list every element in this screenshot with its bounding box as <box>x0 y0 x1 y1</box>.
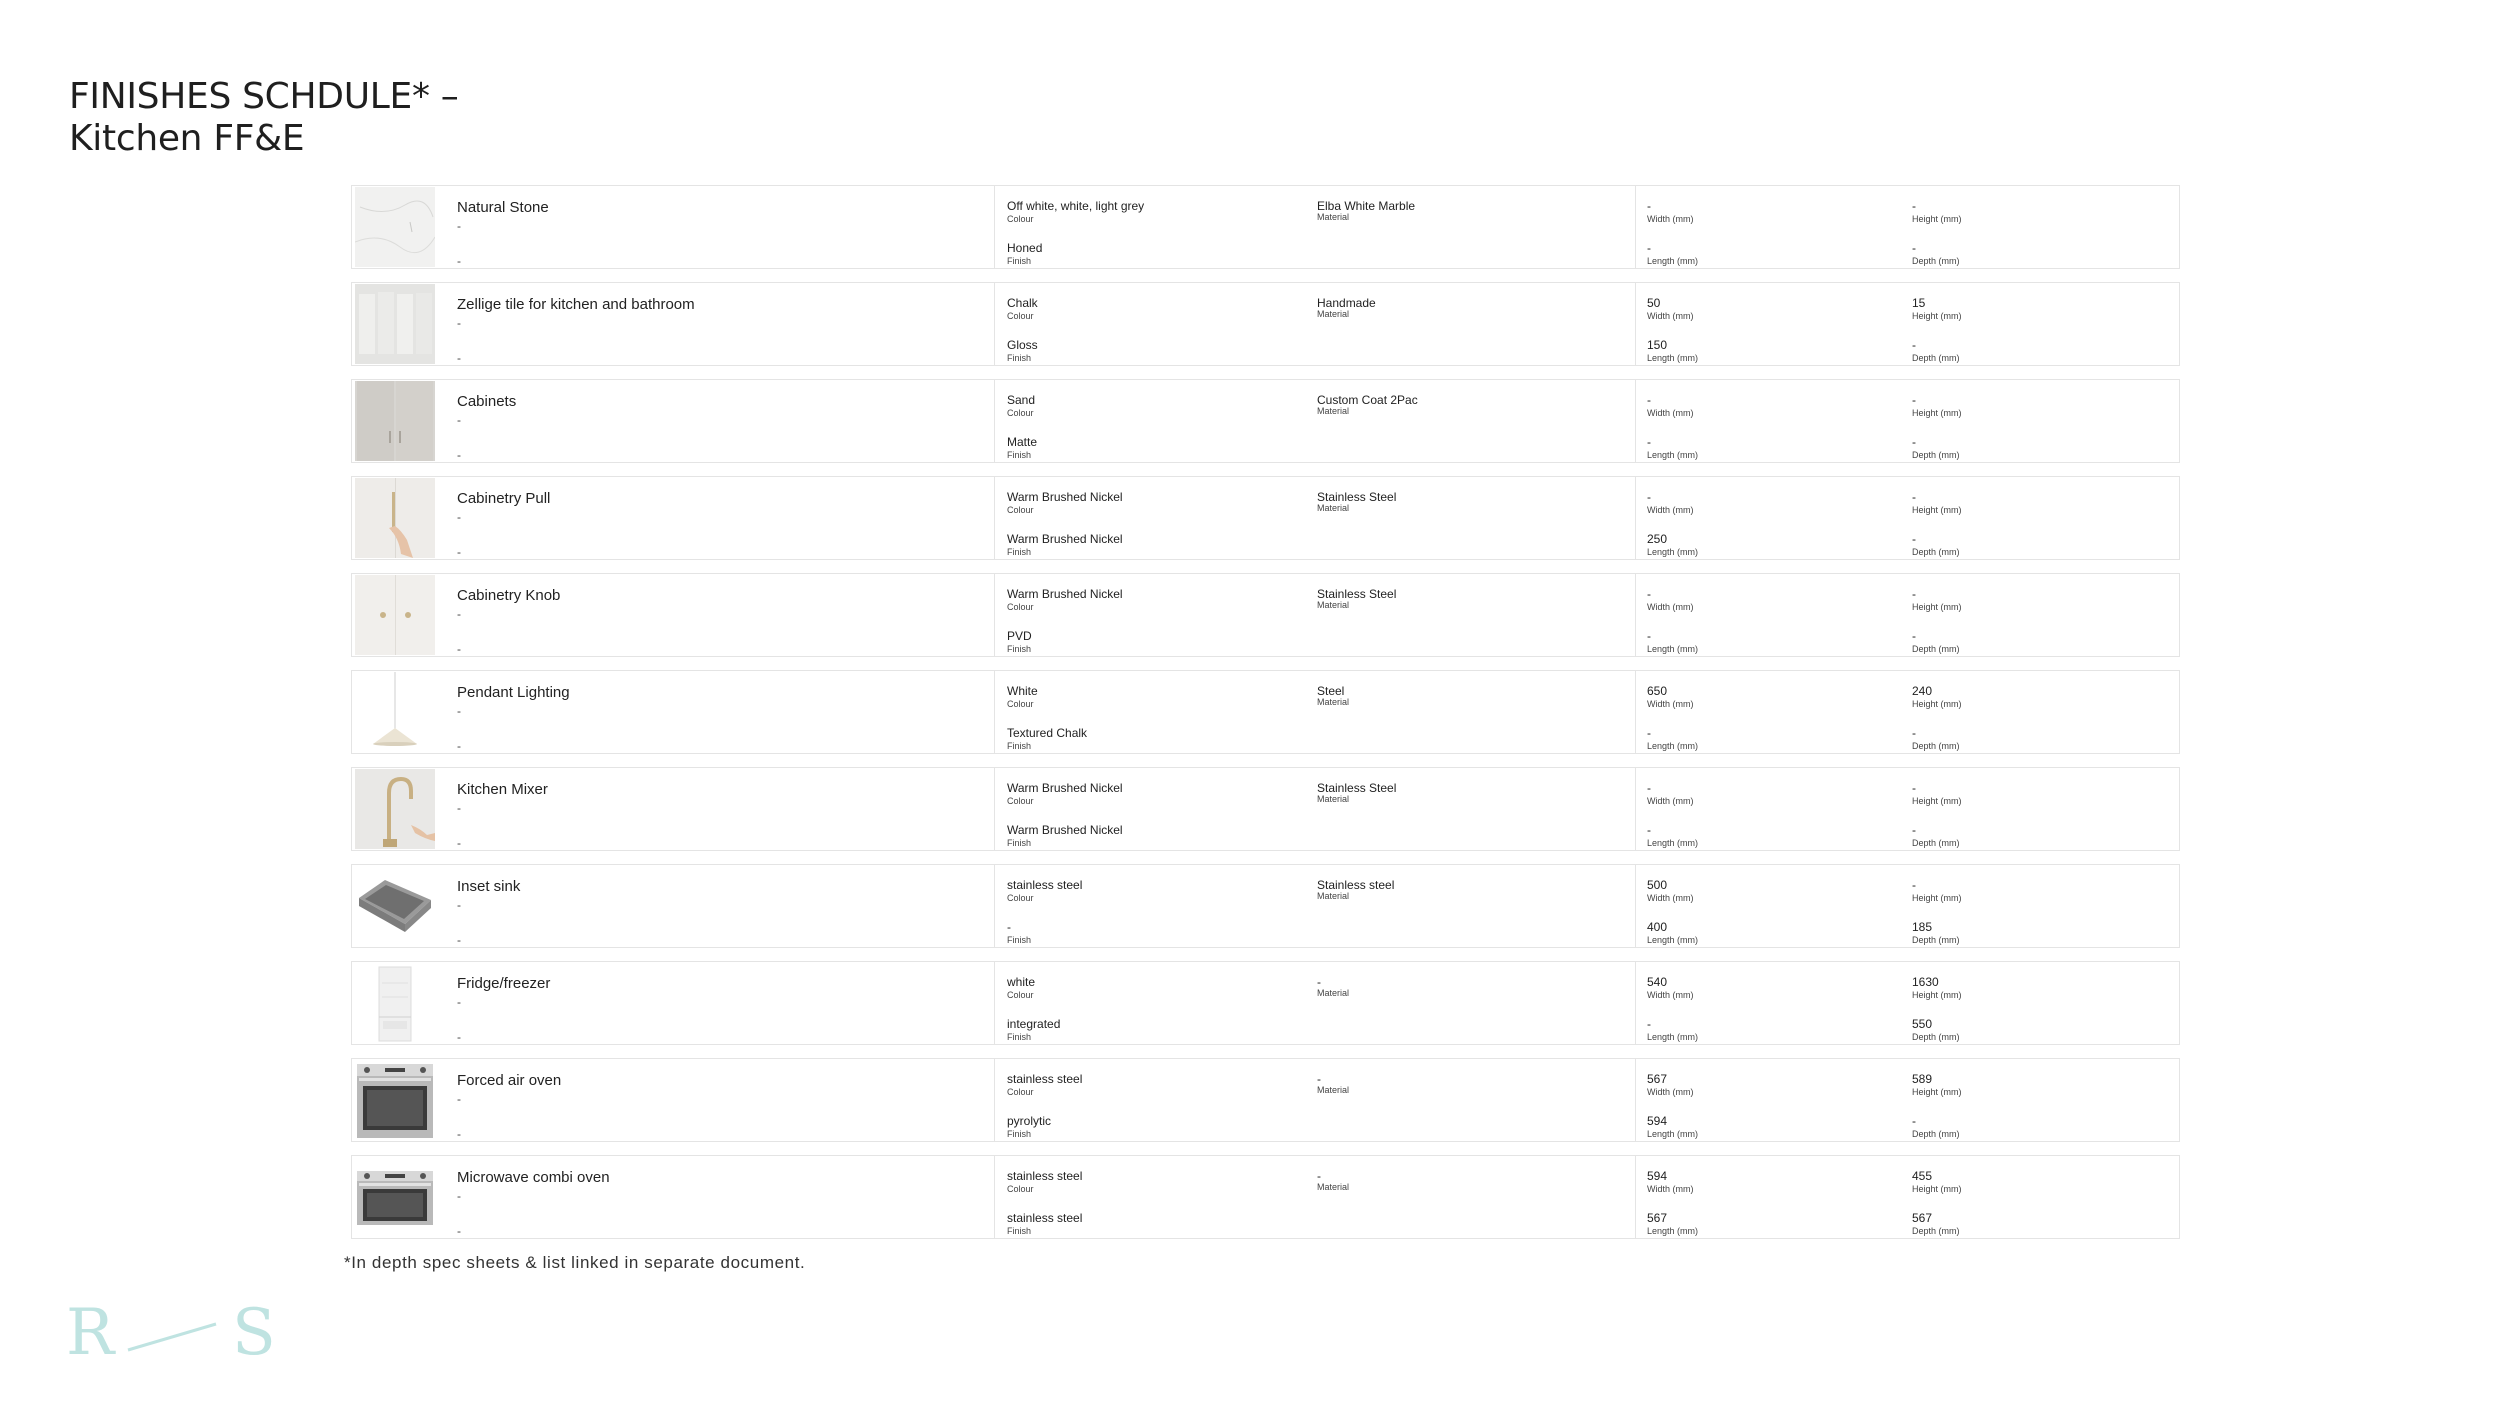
length-label: Length (mm) <box>1647 547 1699 557</box>
material-label: Material <box>1317 600 1350 610</box>
material-value: - <box>1317 975 1321 989</box>
material-label: Material <box>1317 697 1350 707</box>
item-sub-2: - <box>457 254 461 268</box>
width-value: - <box>1647 781 1651 795</box>
depth-label: Depth (mm) <box>1912 838 1960 848</box>
depth-label: Depth (mm) <box>1912 741 1960 751</box>
finish-value: PVD <box>1007 629 1032 643</box>
length-label: Length (mm) <box>1647 1226 1699 1236</box>
finish-value: pyrolytic <box>1007 1114 1052 1128</box>
width-label: Width (mm) <box>1647 796 1694 806</box>
length-value: - <box>1647 629 1651 643</box>
colour-label: Colour <box>1007 214 1034 224</box>
material-value: Steel <box>1317 684 1345 698</box>
height-value: 1630 <box>1912 975 1939 989</box>
width-value: 594 <box>1647 1169 1668 1183</box>
width-label: Width (mm) <box>1647 214 1694 224</box>
item-sub-2: - <box>457 1030 461 1044</box>
item-name: Microwave combi oven <box>457 1169 610 1186</box>
item-sub-2: - <box>457 739 461 753</box>
column-divider <box>1635 185 1636 269</box>
finish-label: Finish <box>1007 1226 1032 1236</box>
column-divider <box>1635 961 1636 1045</box>
height-value: - <box>1912 393 1916 407</box>
height-value: 589 <box>1912 1072 1933 1086</box>
finish-value: Warm Brushed Nickel <box>1007 532 1123 546</box>
length-label: Length (mm) <box>1647 935 1699 945</box>
item-sub-1: - <box>457 898 461 912</box>
material-label: Material <box>1317 406 1350 416</box>
column-divider <box>994 767 995 851</box>
length-label: Length (mm) <box>1647 644 1699 654</box>
item-name: Fridge/freezer <box>457 975 551 992</box>
material-label: Material <box>1317 212 1350 222</box>
finish-label: Finish <box>1007 1129 1032 1139</box>
item-sub-1: - <box>457 316 461 330</box>
material-label: Material <box>1317 1085 1350 1095</box>
page-title-line-1: FINISHES SCHDULE* – <box>69 76 459 117</box>
material-value: - <box>1317 1072 1321 1086</box>
length-value: - <box>1647 726 1651 740</box>
column-divider <box>1635 1155 1636 1239</box>
depth-label: Depth (mm) <box>1912 935 1960 945</box>
height-label: Height (mm) <box>1912 505 1962 515</box>
schedule-row-microwave-combi-oven <box>351 1155 2180 1239</box>
column-divider <box>994 670 995 754</box>
column-divider <box>1635 1058 1636 1142</box>
length-label: Length (mm) <box>1647 741 1699 751</box>
item-name: Pendant Lighting <box>457 684 570 701</box>
colour-value: Warm Brushed Nickel <box>1007 587 1123 601</box>
brand-logo <box>66 1296 276 1366</box>
width-label: Width (mm) <box>1647 990 1694 1000</box>
finish-label: Finish <box>1007 1032 1032 1042</box>
depth-label: Depth (mm) <box>1912 256 1960 266</box>
column-divider <box>994 573 995 657</box>
depth-value: 185 <box>1912 920 1933 934</box>
column-divider <box>994 476 995 560</box>
item-sub-1: - <box>457 607 461 621</box>
colour-value: stainless steel <box>1007 1072 1083 1086</box>
pendant-light-image <box>355 672 435 752</box>
logo-letter-r: R <box>66 1296 115 1366</box>
column-divider <box>994 961 995 1045</box>
item-sub-2: - <box>457 933 461 947</box>
depth-value: - <box>1912 338 1916 352</box>
length-label: Length (mm) <box>1647 450 1699 460</box>
item-sub-2: - <box>457 1224 461 1238</box>
finish-label: Finish <box>1007 256 1032 266</box>
schedule-row-cabinetry-knob <box>351 573 2180 657</box>
finish-value: Matte <box>1007 435 1038 449</box>
colour-label: Colour <box>1007 1087 1034 1097</box>
colour-label: Colour <box>1007 505 1034 515</box>
height-label: Height (mm) <box>1912 408 1962 418</box>
schedule-row-pendant-lighting <box>351 670 2180 754</box>
pull-handle-image <box>355 478 435 558</box>
column-divider <box>994 185 995 269</box>
height-label: Height (mm) <box>1912 1087 1962 1097</box>
finish-value: Warm Brushed Nickel <box>1007 823 1123 837</box>
item-sub-1: - <box>457 704 461 718</box>
length-value: 594 <box>1647 1114 1668 1128</box>
oven-image <box>355 1060 435 1140</box>
colour-label: Colour <box>1007 990 1034 1000</box>
finish-value: Textured Chalk <box>1007 726 1088 740</box>
schedule-row-kitchen-mixer <box>351 767 2180 851</box>
width-value: - <box>1647 587 1651 601</box>
finish-label: Finish <box>1007 644 1032 654</box>
finish-label: Finish <box>1007 450 1032 460</box>
item-name: Kitchen Mixer <box>457 781 548 798</box>
height-label: Height (mm) <box>1912 893 1962 903</box>
material-label: Material <box>1317 891 1350 901</box>
colour-value: Sand <box>1007 393 1036 407</box>
item-name: Inset sink <box>457 878 521 895</box>
material-value: Stainless steel <box>1317 878 1395 892</box>
length-label: Length (mm) <box>1647 1032 1699 1042</box>
column-divider <box>1635 864 1636 948</box>
material-label: Material <box>1317 309 1350 319</box>
depth-label: Depth (mm) <box>1912 1032 1960 1042</box>
colour-value: Off white, white, light grey <box>1007 199 1145 213</box>
colour-label: Colour <box>1007 699 1034 709</box>
depth-label: Depth (mm) <box>1912 644 1960 654</box>
height-value: 455 <box>1912 1169 1933 1183</box>
cabinet-door-image <box>355 381 435 461</box>
length-value: - <box>1647 823 1651 837</box>
length-value: - <box>1647 241 1651 255</box>
material-label: Material <box>1317 503 1350 513</box>
column-divider <box>1635 573 1636 657</box>
page-title <box>69 76 459 160</box>
column-divider <box>1635 379 1636 463</box>
height-value: 240 <box>1912 684 1933 698</box>
material-value: - <box>1317 1169 1321 1183</box>
item-sub-1: - <box>457 510 461 524</box>
item-sub-1: - <box>457 413 461 427</box>
material-value: Handmade <box>1317 296 1376 310</box>
colour-label: Colour <box>1007 1184 1034 1194</box>
finish-label: Finish <box>1007 741 1032 751</box>
material-value: Elba White Marble <box>1317 199 1416 213</box>
finish-value: stainless steel <box>1007 1211 1083 1225</box>
column-divider <box>1635 476 1636 560</box>
height-value: - <box>1912 878 1916 892</box>
height-label: Height (mm) <box>1912 990 1962 1000</box>
length-label: Length (mm) <box>1647 256 1699 266</box>
material-value: Stainless Steel <box>1317 490 1397 504</box>
page-title-line-2: Kitchen FF&E <box>69 118 305 159</box>
height-label: Height (mm) <box>1912 699 1962 709</box>
colour-label: Colour <box>1007 602 1034 612</box>
width-label: Width (mm) <box>1647 1184 1694 1194</box>
column-divider <box>994 1155 995 1239</box>
height-value: - <box>1912 587 1916 601</box>
depth-value: 567 <box>1912 1211 1933 1225</box>
colour-value: stainless steel <box>1007 878 1083 892</box>
width-label: Width (mm) <box>1647 1087 1694 1097</box>
colour-label: Colour <box>1007 893 1034 903</box>
width-label: Width (mm) <box>1647 311 1694 321</box>
item-sub-1: - <box>457 1189 461 1203</box>
material-label: Material <box>1317 794 1350 804</box>
finish-label: Finish <box>1007 547 1032 557</box>
colour-value: white <box>1007 975 1036 989</box>
item-name: Cabinetry Knob <box>457 587 561 604</box>
colour-label: Colour <box>1007 311 1034 321</box>
item-sub-2: - <box>457 448 461 462</box>
length-label: Length (mm) <box>1647 353 1699 363</box>
finishes-schedule-table <box>351 185 2180 1252</box>
width-value: - <box>1647 490 1651 504</box>
length-value: 150 <box>1647 338 1668 352</box>
tile-swatch-image <box>355 284 435 364</box>
height-value: - <box>1912 490 1916 504</box>
schedule-row-zellige-tile <box>351 282 2180 366</box>
depth-label: Depth (mm) <box>1912 547 1960 557</box>
schedule-row-fridge-freezer <box>351 961 2180 1045</box>
item-name: Zellige tile for kitchen and bathroom <box>457 296 695 313</box>
schedule-row-natural-stone <box>351 185 2180 269</box>
column-divider <box>994 864 995 948</box>
length-label: Length (mm) <box>1647 1129 1699 1139</box>
schedule-row-forced-air-oven <box>351 1058 2180 1142</box>
item-sub-2: - <box>457 836 461 850</box>
length-value: 250 <box>1647 532 1668 546</box>
width-value: - <box>1647 393 1651 407</box>
depth-label: Depth (mm) <box>1912 353 1960 363</box>
length-label: Length (mm) <box>1647 838 1699 848</box>
colour-value: White <box>1007 684 1038 698</box>
depth-value: - <box>1912 726 1916 740</box>
material-value: Stainless Steel <box>1317 781 1397 795</box>
column-divider <box>1635 767 1636 851</box>
depth-label: Depth (mm) <box>1912 1129 1960 1139</box>
column-divider <box>994 379 995 463</box>
knob-image <box>355 575 435 655</box>
item-name: Natural Stone <box>457 199 549 216</box>
finish-label: Finish <box>1007 935 1032 945</box>
height-value: - <box>1912 199 1916 213</box>
finish-value: integrated <box>1007 1017 1061 1031</box>
height-label: Height (mm) <box>1912 214 1962 224</box>
logo-dash <box>128 1324 216 1350</box>
material-label: Material <box>1317 988 1350 998</box>
mixer-tap-image <box>355 769 435 849</box>
width-value: 567 <box>1647 1072 1668 1086</box>
width-value: 650 <box>1647 684 1668 698</box>
width-value: - <box>1647 199 1651 213</box>
fridge-image <box>355 963 435 1043</box>
schedule-row-cabinetry-pull <box>351 476 2180 560</box>
width-value: 50 <box>1647 296 1661 310</box>
height-label: Height (mm) <box>1912 602 1962 612</box>
depth-value: - <box>1912 1114 1916 1128</box>
item-sub-2: - <box>457 642 461 656</box>
depth-value: - <box>1912 532 1916 546</box>
item-name: Forced air oven <box>457 1072 562 1089</box>
item-name: Cabinets <box>457 393 517 410</box>
height-value: - <box>1912 781 1916 795</box>
height-label: Height (mm) <box>1912 796 1962 806</box>
item-sub-1: - <box>457 995 461 1009</box>
finish-value: - <box>1007 920 1011 934</box>
logo-letter-s: S <box>232 1296 276 1366</box>
width-label: Width (mm) <box>1647 408 1694 418</box>
width-value: 500 <box>1647 878 1668 892</box>
length-value: 400 <box>1647 920 1668 934</box>
height-value: 15 <box>1912 296 1926 310</box>
depth-value: - <box>1912 629 1916 643</box>
finish-label: Finish <box>1007 838 1032 848</box>
width-value: 540 <box>1647 975 1668 989</box>
length-value: 567 <box>1647 1211 1668 1225</box>
item-sub-1: - <box>457 801 461 815</box>
item-name: Cabinetry Pull <box>457 490 551 507</box>
width-label: Width (mm) <box>1647 699 1694 709</box>
finish-value: Gloss <box>1007 338 1038 352</box>
length-value: - <box>1647 435 1651 449</box>
colour-value: Warm Brushed Nickel <box>1007 490 1123 504</box>
depth-value: - <box>1912 241 1916 255</box>
width-label: Width (mm) <box>1647 505 1694 515</box>
width-label: Width (mm) <box>1647 602 1694 612</box>
item-sub-1: - <box>457 1092 461 1106</box>
depth-label: Depth (mm) <box>1912 450 1960 460</box>
material-label: Material <box>1317 1182 1350 1192</box>
schedule-row-inset-sink <box>351 864 2180 948</box>
colour-value: Warm Brushed Nickel <box>1007 781 1123 795</box>
column-divider <box>1635 670 1636 754</box>
sink-image <box>355 866 435 946</box>
material-value: Custom Coat 2Pac <box>1317 393 1418 407</box>
finish-value: Honed <box>1007 241 1043 255</box>
colour-value: Chalk <box>1007 296 1038 310</box>
column-divider <box>994 282 995 366</box>
schedule-row-cabinets <box>351 379 2180 463</box>
finish-label: Finish <box>1007 353 1032 363</box>
depth-value: - <box>1912 823 1916 837</box>
footnote: *In depth spec sheets & list linked in separate document. <box>344 1253 806 1272</box>
depth-label: Depth (mm) <box>1912 1226 1960 1236</box>
width-label: Width (mm) <box>1647 893 1694 903</box>
colour-value: stainless steel <box>1007 1169 1083 1183</box>
length-value: - <box>1647 1017 1651 1031</box>
item-sub-2: - <box>457 351 461 365</box>
microwave-image <box>355 1157 435 1237</box>
item-sub-2: - <box>457 1127 461 1141</box>
colour-label: Colour <box>1007 408 1034 418</box>
marble-swatch-image <box>355 187 435 267</box>
height-label: Height (mm) <box>1912 311 1962 321</box>
column-divider <box>1635 282 1636 366</box>
column-divider <box>994 1058 995 1142</box>
height-label: Height (mm) <box>1912 1184 1962 1194</box>
item-sub-1: - <box>457 219 461 233</box>
colour-label: Colour <box>1007 796 1034 806</box>
material-value: Stainless Steel <box>1317 587 1397 601</box>
depth-value: 550 <box>1912 1017 1933 1031</box>
item-sub-2: - <box>457 545 461 559</box>
depth-value: - <box>1912 435 1916 449</box>
